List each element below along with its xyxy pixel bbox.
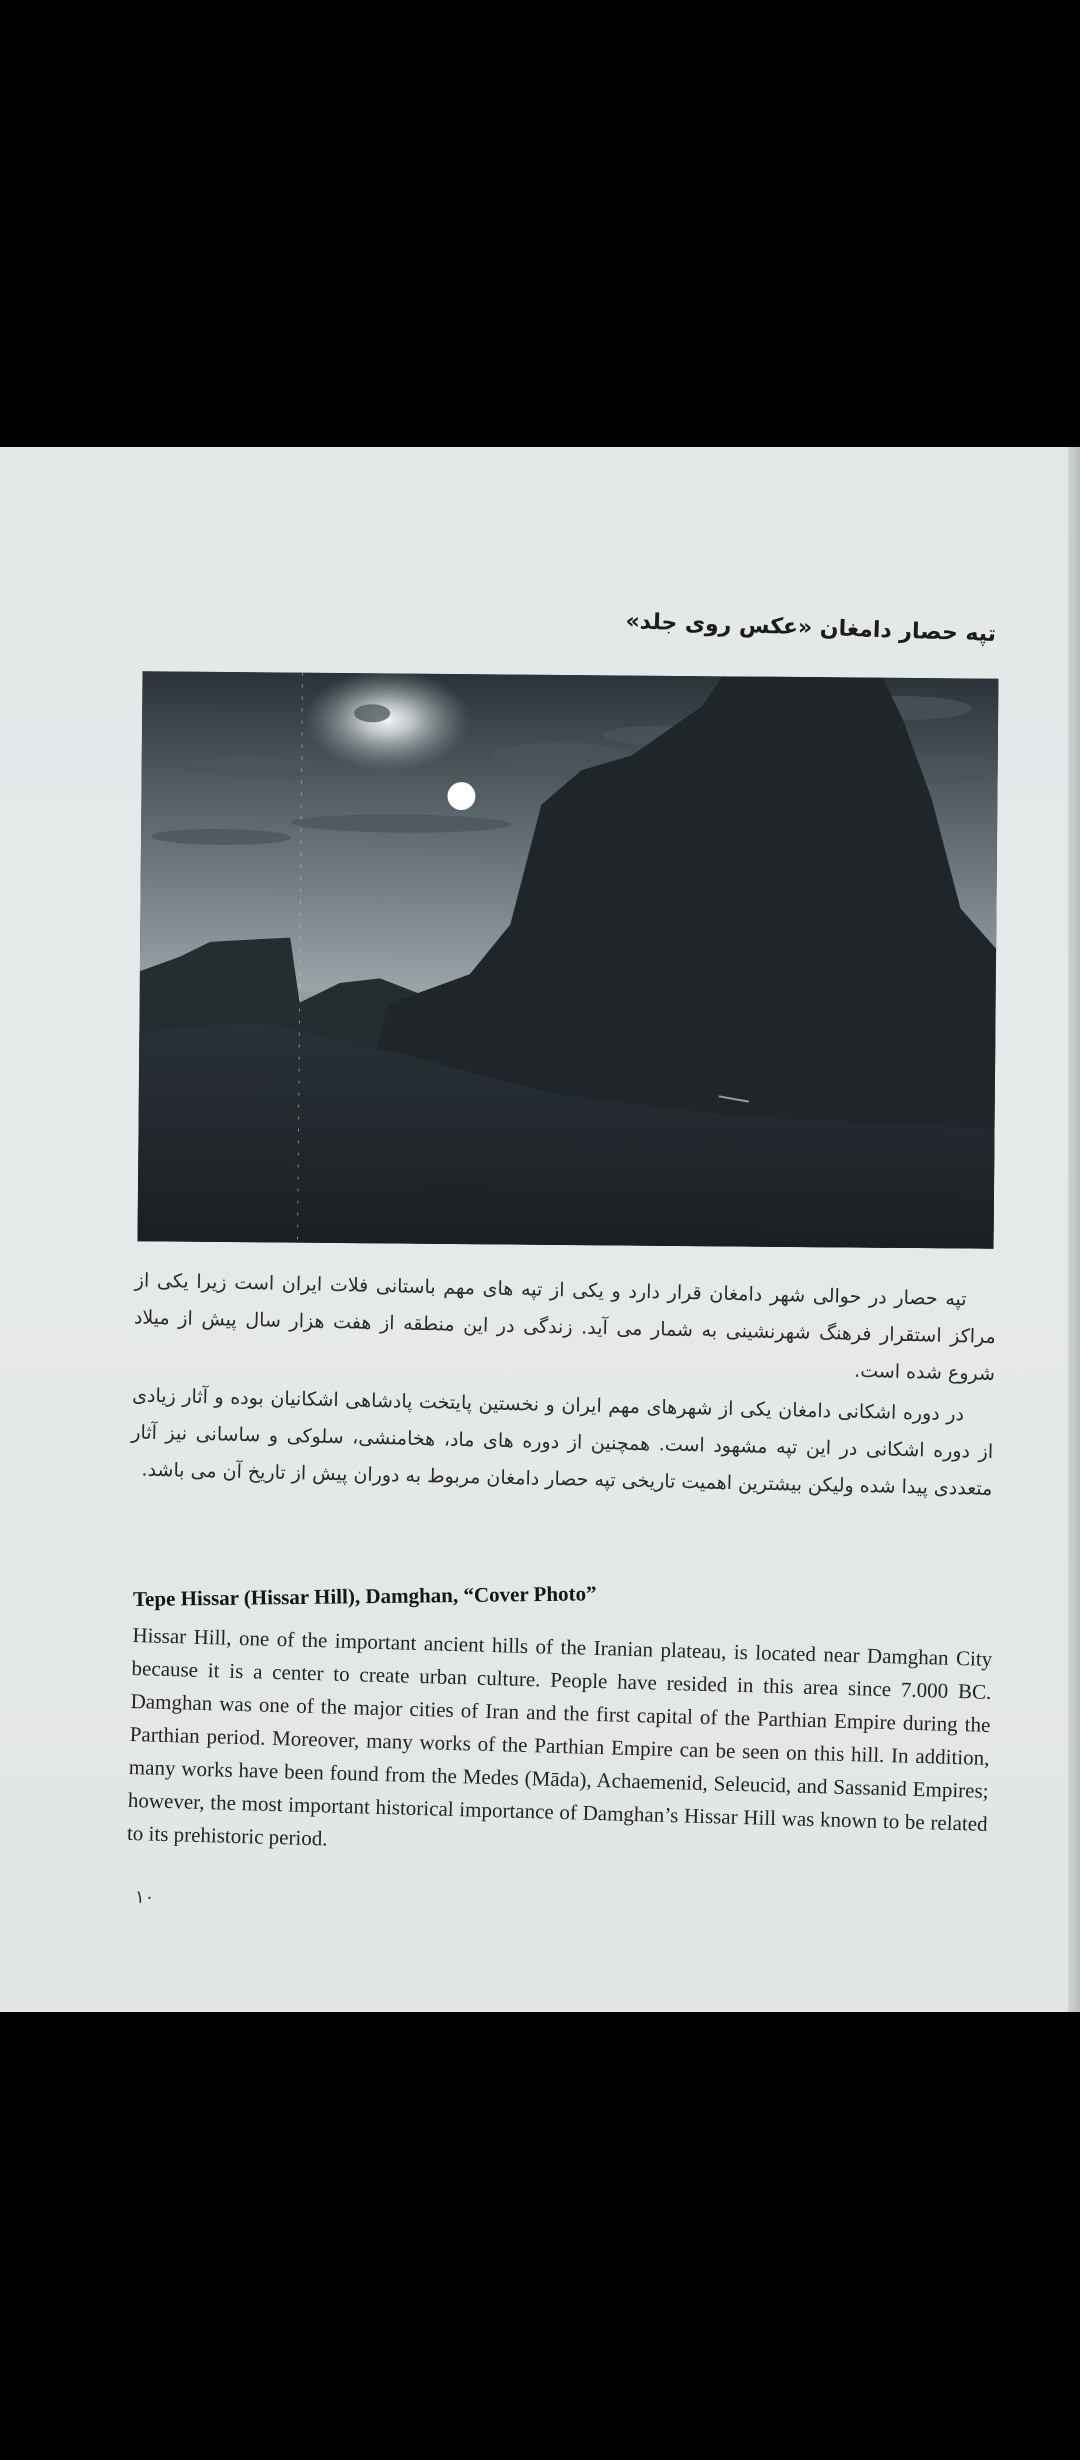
persian-paragraph: در دوره اشکانی دامغان یکی از شهرهای مهم ایران و نخستین پایتخت پادشاهی اشکانیان بوده و آثار زیادی از دوره اشکانی در این تپه مشهود است. همچنین از دوره های ماد، هخامنشی، سلوکی و ساسانی نیز آثار متعددی پیدا شده ولیکن بیشترین اهمیت تاریخی تپه حصار دامغان مربوط به دوران پیش از تاریخ آن می باشد.	[131, 1384, 994, 1500]
persian-body	[130, 1262, 997, 1511]
cover-photo	[138, 671, 999, 1248]
book-page	[0, 447, 1080, 2012]
sun	[447, 782, 475, 810]
persian-paragraph: تپه حصار در حوالی شهر دامغان قرار دارد و یکی از تپه های مهم باستانی فلات ایران است زیرا یکی از مراکز استقرار فرهنگ شهرنشینی به شمار می آید. زندگی در این منطقه از هفت هزار سال پیش از میلاد شروع شده است.	[133, 1269, 997, 1385]
english-paragraph: Hissar Hill, one of the important ancient hills of the Iranian plateau, is located near Damghan City because it is a center to create urban culture. People have resided in this area since 7.000 BC. Damghan was one of the major cities of Iran and the first capital of the Parthian Empire during the Parthian period. Moreover, many works of the Parthian Empire can be seen on this hill. In addition, many works have been found from the Medes (Māda), Achaemenid, Seleucid, and Sassanid Empires; however, the most important historical importance of Damghan’s Hissar Hill was known to be related to its prehistoric period.	[126, 1622, 993, 1851]
hill-landscape-image	[138, 671, 999, 1248]
english-body	[127, 1619, 993, 1874]
persian-title: تپه حصار دامغان «عکس روی جلد»	[625, 609, 997, 647]
english-heading: Tepe Hissar (Hissar Hill), Damghan, “Cover Photo”	[132, 1581, 597, 1611]
page-edge	[1068, 447, 1080, 2012]
page-number: ۱۰	[135, 1887, 155, 1908]
